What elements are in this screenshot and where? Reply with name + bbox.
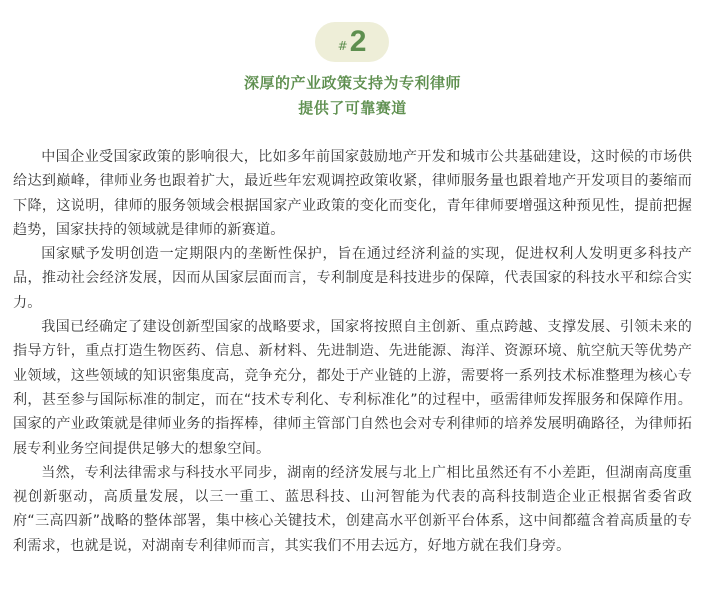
article-body [13, 145, 692, 558]
paragraph: 中国企业受国家政策的影响很大，比如多年前国家鼓励地产开发和城市公共基础建设，这时候的市场供给达到巅峰，律师业务也跟着扩大，最近些年宏观调控政策收紧，律师服务量也跟着地产开发项目的萎缩而下降，这说明，律师的服务领域会根据国家产业政策的变化而变化，青年律师要增强这种预见性，提前把握趋势，国家扶持的领域就是律师的新赛道。 [13, 149, 692, 238]
section-title-line-1: 深厚的产业政策支持为专利律师 [243, 74, 461, 92]
section-number-badge [315, 22, 389, 62]
paragraph: 国家赋予发明创造一定期限内的垄断性保护，旨在通过经济利益的实现，促进权利人发明更多科技产品，推动社会经济发展，因而从国家层面而言，专利制度是科技进步的保障，代表国家的科技水平和综合实力。 [13, 246, 692, 311]
section-number: 2 [349, 25, 367, 58]
paragraph: 我国已经确定了建设创新型国家的战略要求，国家将按照自主创新、重点跨越、支撑发展、引领未来的指导方针，重点打造生物医药、信息、新材料、先进制造、先进能源、海洋、资源环境、航空航天等优势产业领域，这些领域的知识密集度高，竞争充分，都处于产业链的上游，需要将一系列技术标准整理为核心专利，甚至参与国际标准的制定，而在“技术专利化、专利标准化”的过程中，亟需律师发挥服务和保障作用。国家的产业政策就是律师业务的指挥棒，律师主管部门自然也会对专利律师的培养发展明确路径，为律师拓展专利业务空间提供足够大的想象空间。 [13, 319, 692, 457]
paragraph: 当然，专利法律需求与科技水平同步，湖南的经济发展与北上广相比虽然还有不小差距，但湖南高度重视创新驱动，高质量发展，以三一重工、蓝思科技、山河智能为代表的高科技制造企业正根据省委省政府“三高四新”战略的整体部署，集中核心关键技术，创建高水平创新平台体系，这中间都蕴含着高质量的专利需求，也就是说，对湖南专利律师而言，其实我们不用去远方，好地方就在我们身旁。 [13, 464, 692, 554]
section-title-line-2: 提供了可靠赛道 [298, 99, 407, 117]
hash-symbol: # [337, 39, 348, 53]
